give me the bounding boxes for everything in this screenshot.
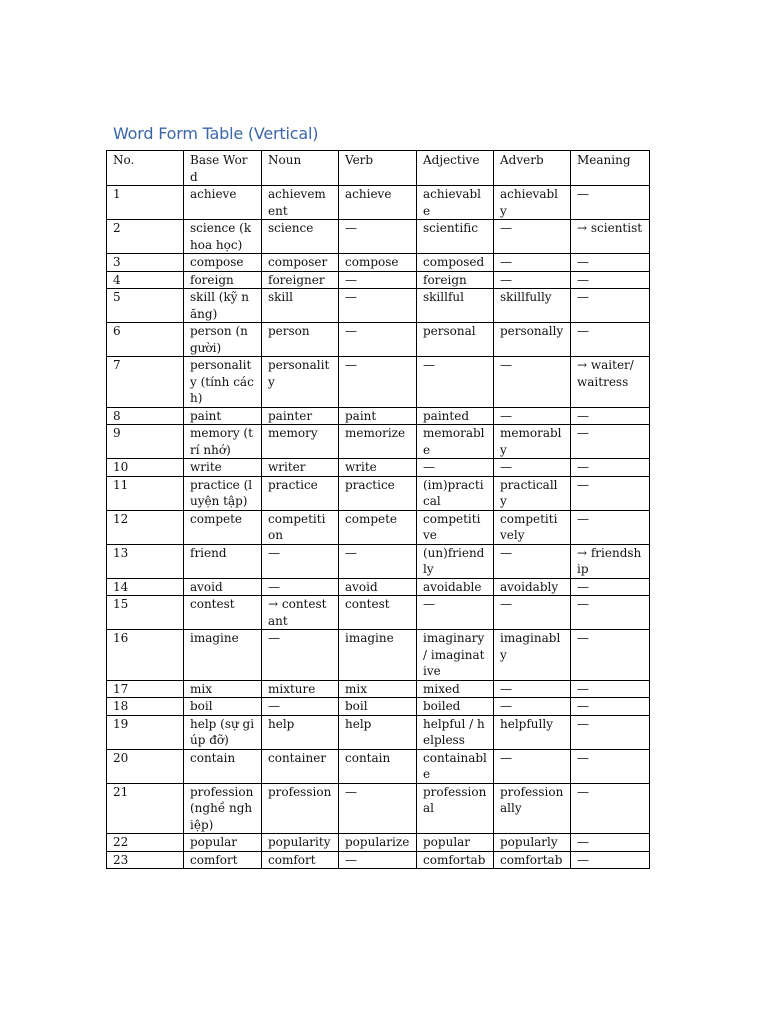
cell-adjective: boiled: [417, 698, 494, 716]
cell-base-word: achieve: [184, 186, 262, 220]
cell-no: 8: [107, 407, 184, 425]
cell-meaning: —: [571, 271, 650, 289]
cell-verb: —: [339, 289, 417, 323]
cell-verb: —: [339, 357, 417, 408]
table-row: [107, 476, 650, 510]
table-row: [107, 749, 650, 783]
header-verb: Verb: [339, 151, 417, 186]
cell-adverb: —: [494, 407, 571, 425]
cell-base-word: skill (kỹ năng): [184, 289, 262, 323]
cell-meaning: —: [571, 698, 650, 716]
cell-adjective: painted: [417, 407, 494, 425]
cell-meaning: —: [571, 425, 650, 459]
cell-no: 10: [107, 459, 184, 477]
cell-base-word: comfort: [184, 851, 262, 869]
cell-verb: paint: [339, 407, 417, 425]
cell-verb: —: [339, 271, 417, 289]
cell-adjective: achievable: [417, 186, 494, 220]
cell-verb: imagine: [339, 630, 417, 681]
cell-adverb: competitively: [494, 510, 571, 544]
table-row: [107, 407, 650, 425]
cell-adverb: —: [494, 271, 571, 289]
cell-verb: practice: [339, 476, 417, 510]
cell-base-word: help (sự giúp đỡ): [184, 715, 262, 749]
header-no: No.: [107, 151, 184, 186]
cell-verb: achieve: [339, 186, 417, 220]
cell-adverb: —: [494, 749, 571, 783]
cell-noun: writer: [262, 459, 339, 477]
cell-no: 12: [107, 510, 184, 544]
cell-verb: memorize: [339, 425, 417, 459]
cell-meaning: —: [571, 254, 650, 272]
cell-adjective: skillful: [417, 289, 494, 323]
cell-verb: boil: [339, 698, 417, 716]
cell-noun: —: [262, 544, 339, 578]
cell-meaning: —: [571, 289, 650, 323]
cell-no: 13: [107, 544, 184, 578]
cell-meaning: —: [571, 459, 650, 477]
cell-verb: —: [339, 220, 417, 254]
cell-adjective: imaginary / imaginative: [417, 630, 494, 681]
cell-adverb: professionally: [494, 783, 571, 834]
cell-no: 6: [107, 323, 184, 357]
cell-adjective: —: [417, 459, 494, 477]
cell-verb: popularize: [339, 834, 417, 852]
cell-no: 19: [107, 715, 184, 749]
cell-adjective: foreign: [417, 271, 494, 289]
cell-meaning: —: [571, 596, 650, 630]
cell-meaning: —: [571, 407, 650, 425]
cell-meaning: → scientist: [571, 220, 650, 254]
cell-no: 2: [107, 220, 184, 254]
header-meaning: Meaning: [571, 151, 650, 186]
cell-base-word: foreign: [184, 271, 262, 289]
cell-noun: achievement: [262, 186, 339, 220]
cell-meaning: —: [571, 680, 650, 698]
cell-meaning: —: [571, 476, 650, 510]
cell-no: 9: [107, 425, 184, 459]
cell-base-word: person (người): [184, 323, 262, 357]
cell-base-word: practice (luyện tập): [184, 476, 262, 510]
cell-adjective: helpful / helpless: [417, 715, 494, 749]
cell-adverb: —: [494, 544, 571, 578]
cell-meaning: → friendship: [571, 544, 650, 578]
table-row: [107, 630, 650, 681]
cell-noun: container: [262, 749, 339, 783]
cell-verb: contest: [339, 596, 417, 630]
cell-adjective: professional: [417, 783, 494, 834]
table-row: [107, 834, 650, 852]
table-row: [107, 715, 650, 749]
cell-noun: composer: [262, 254, 339, 272]
cell-noun: —: [262, 698, 339, 716]
cell-base-word: contest: [184, 596, 262, 630]
cell-noun: memory: [262, 425, 339, 459]
cell-base-word: contain: [184, 749, 262, 783]
header-adverb: Adverb: [494, 151, 571, 186]
cell-adjective: —: [417, 357, 494, 408]
cell-verb: compete: [339, 510, 417, 544]
table-row: [107, 680, 650, 698]
table-row: [107, 271, 650, 289]
table-row: [107, 698, 650, 716]
cell-adverb: —: [494, 254, 571, 272]
cell-noun: painter: [262, 407, 339, 425]
cell-noun: popularity: [262, 834, 339, 852]
cell-base-word: profession (nghề nghiệp): [184, 783, 262, 834]
cell-base-word: compete: [184, 510, 262, 544]
cell-adverb: —: [494, 680, 571, 698]
cell-adverb: helpfully: [494, 715, 571, 749]
cell-base-word: personality (tính cách): [184, 357, 262, 408]
cell-base-word: boil: [184, 698, 262, 716]
cell-adverb: popularly: [494, 834, 571, 852]
cell-no: 21: [107, 783, 184, 834]
header-adjective: Adjective: [417, 151, 494, 186]
cell-meaning: —: [571, 834, 650, 852]
cell-adjective: avoidable: [417, 578, 494, 596]
cell-noun: foreigner: [262, 271, 339, 289]
cell-base-word: friend: [184, 544, 262, 578]
cell-adverb: skillfully: [494, 289, 571, 323]
cell-noun: personality: [262, 357, 339, 408]
cell-verb: compose: [339, 254, 417, 272]
cell-meaning: —: [571, 578, 650, 596]
table-row: [107, 510, 650, 544]
cell-adverb: —: [494, 357, 571, 408]
cell-meaning: —: [571, 630, 650, 681]
cell-no: 23: [107, 851, 184, 869]
table-row: [107, 783, 650, 834]
cell-adjective: memorable: [417, 425, 494, 459]
cell-adverb: avoidably: [494, 578, 571, 596]
table-row: [107, 323, 650, 357]
cell-adverb: memorably: [494, 425, 571, 459]
table-body: [107, 186, 650, 869]
table-row: [107, 578, 650, 596]
table-row: [107, 425, 650, 459]
cell-adverb: comfortab: [494, 851, 571, 869]
table-row: [107, 851, 650, 869]
cell-noun: —: [262, 630, 339, 681]
header-noun: Noun: [262, 151, 339, 186]
cell-verb: write: [339, 459, 417, 477]
cell-no: 11: [107, 476, 184, 510]
cell-meaning: —: [571, 323, 650, 357]
cell-adjective: competitive: [417, 510, 494, 544]
cell-adverb: —: [494, 459, 571, 477]
cell-adjective: containable: [417, 749, 494, 783]
cell-verb: —: [339, 851, 417, 869]
cell-meaning: → waiter/waitress: [571, 357, 650, 408]
cell-adjective: (un)friendly: [417, 544, 494, 578]
table-row: [107, 357, 650, 408]
table-row: [107, 186, 650, 220]
document-title: Word Form Table (Vertical): [113, 124, 319, 143]
cell-meaning: —: [571, 783, 650, 834]
cell-adverb: achievably: [494, 186, 571, 220]
cell-verb: contain: [339, 749, 417, 783]
cell-verb: —: [339, 544, 417, 578]
cell-no: 7: [107, 357, 184, 408]
cell-no: 22: [107, 834, 184, 852]
table-row: [107, 289, 650, 323]
cell-adjective: (im)practical: [417, 476, 494, 510]
cell-no: 14: [107, 578, 184, 596]
cell-no: 5: [107, 289, 184, 323]
cell-base-word: memory (trí nhớ): [184, 425, 262, 459]
cell-verb: mix: [339, 680, 417, 698]
cell-adverb: —: [494, 698, 571, 716]
cell-noun: practice: [262, 476, 339, 510]
cell-meaning: —: [571, 851, 650, 869]
cell-adjective: —: [417, 596, 494, 630]
cell-no: 15: [107, 596, 184, 630]
cell-verb: —: [339, 783, 417, 834]
cell-base-word: write: [184, 459, 262, 477]
cell-noun: person: [262, 323, 339, 357]
header-base-word: Base Word: [184, 151, 262, 186]
cell-adverb: —: [494, 596, 571, 630]
cell-base-word: popular: [184, 834, 262, 852]
cell-noun: skill: [262, 289, 339, 323]
cell-adverb: practically: [494, 476, 571, 510]
cell-noun: help: [262, 715, 339, 749]
cell-no: 16: [107, 630, 184, 681]
cell-meaning: —: [571, 510, 650, 544]
table-header-row: [107, 151, 650, 186]
cell-base-word: mix: [184, 680, 262, 698]
cell-no: 17: [107, 680, 184, 698]
cell-base-word: avoid: [184, 578, 262, 596]
cell-adverb: personally: [494, 323, 571, 357]
table-row: [107, 459, 650, 477]
cell-noun: science: [262, 220, 339, 254]
cell-meaning: —: [571, 749, 650, 783]
word-form-table: [106, 150, 650, 869]
cell-adjective: comfortab: [417, 851, 494, 869]
cell-noun: competition: [262, 510, 339, 544]
table-row: [107, 544, 650, 578]
cell-base-word: science (khoa học): [184, 220, 262, 254]
cell-no: 20: [107, 749, 184, 783]
cell-no: 4: [107, 271, 184, 289]
cell-noun: → contestant: [262, 596, 339, 630]
cell-base-word: imagine: [184, 630, 262, 681]
cell-noun: comfort: [262, 851, 339, 869]
cell-no: 18: [107, 698, 184, 716]
cell-meaning: —: [571, 186, 650, 220]
cell-adjective: composed: [417, 254, 494, 272]
cell-verb: help: [339, 715, 417, 749]
cell-adjective: personal: [417, 323, 494, 357]
cell-meaning: —: [571, 715, 650, 749]
table-row: [107, 220, 650, 254]
cell-noun: mixture: [262, 680, 339, 698]
cell-verb: avoid: [339, 578, 417, 596]
table-row: [107, 254, 650, 272]
cell-adjective: popular: [417, 834, 494, 852]
cell-verb: —: [339, 323, 417, 357]
cell-no: 3: [107, 254, 184, 272]
cell-no: 1: [107, 186, 184, 220]
cell-adverb: —: [494, 220, 571, 254]
cell-base-word: paint: [184, 407, 262, 425]
cell-base-word: compose: [184, 254, 262, 272]
cell-noun: —: [262, 578, 339, 596]
table-row: [107, 596, 650, 630]
cell-adverb: imaginably: [494, 630, 571, 681]
cell-adjective: mixed: [417, 680, 494, 698]
cell-adjective: scientific: [417, 220, 494, 254]
cell-noun: profession: [262, 783, 339, 834]
